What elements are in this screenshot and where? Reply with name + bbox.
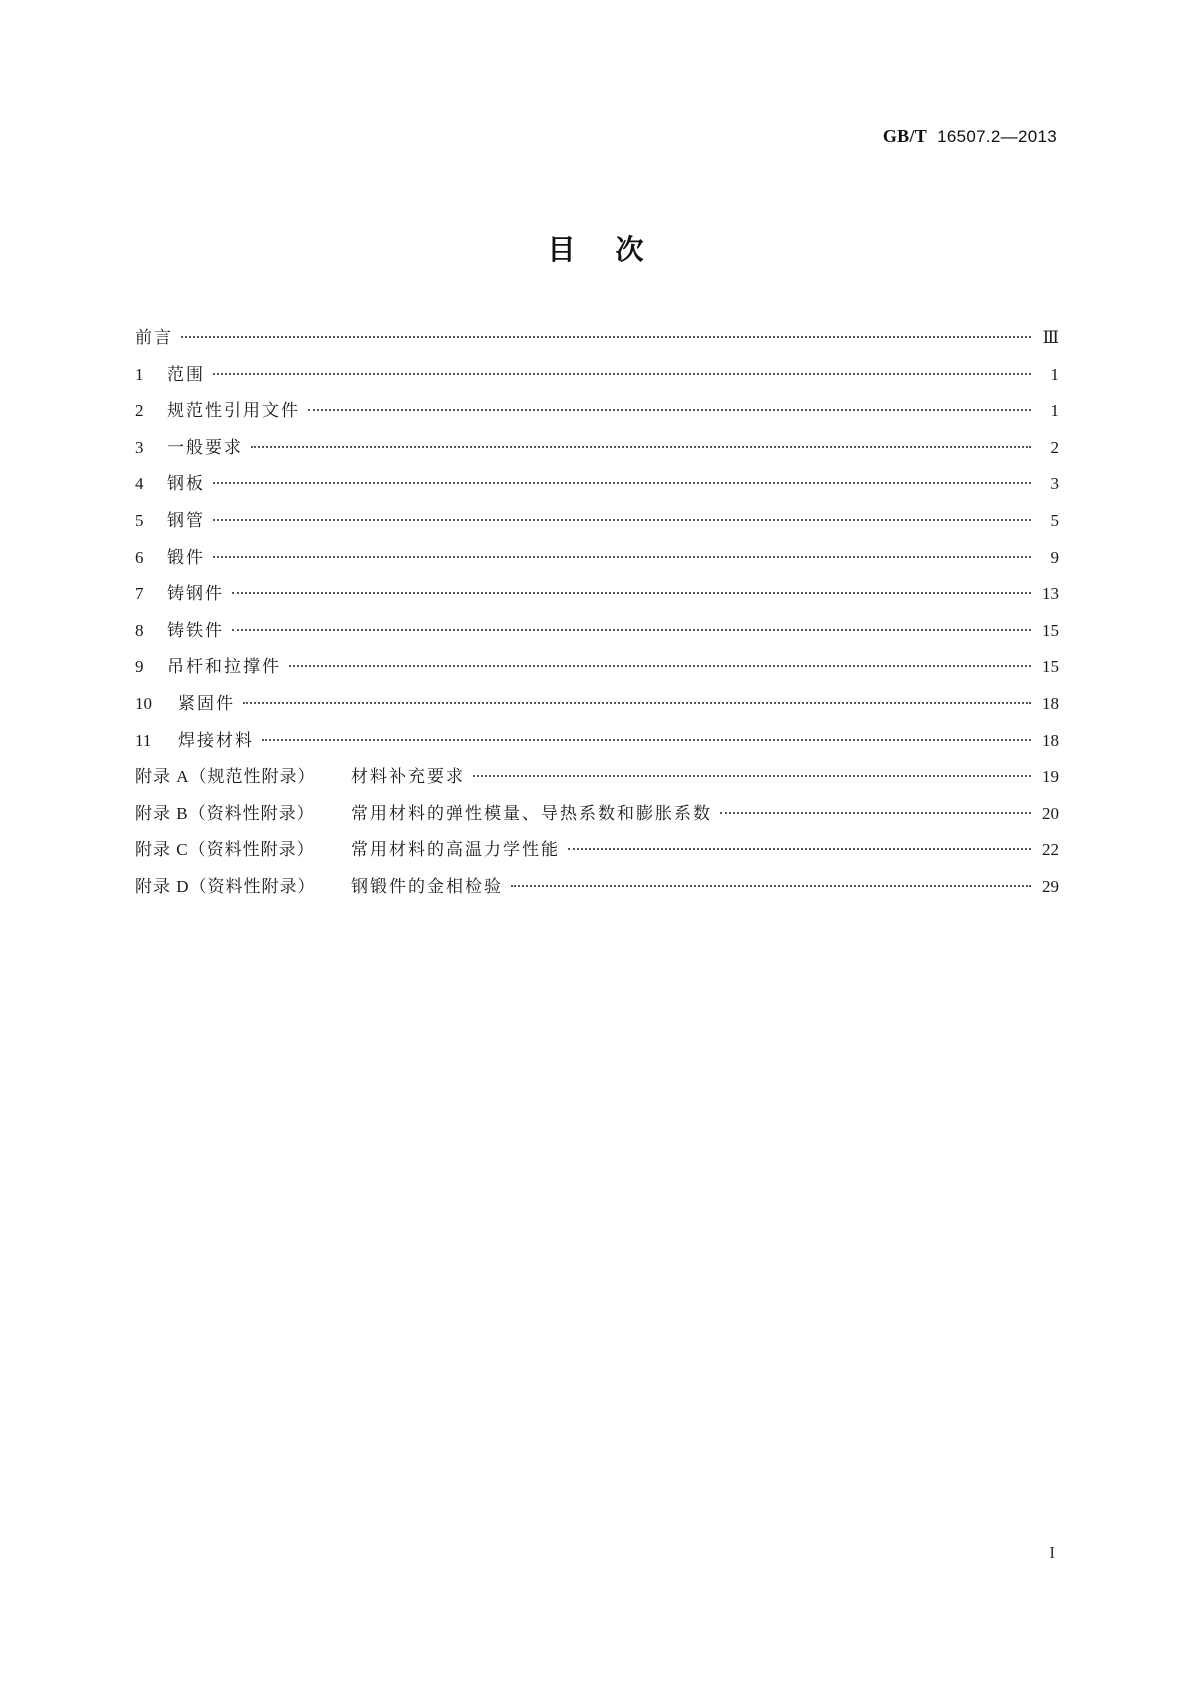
toc-dot-leader bbox=[213, 373, 1031, 375]
toc-entry-number: 附录 D（资料性附录） bbox=[135, 876, 316, 896]
toc-entry-label: 钢管 bbox=[167, 510, 205, 531]
toc-dot-leader bbox=[473, 775, 1031, 777]
toc-entry-page: 5 bbox=[1050, 510, 1059, 530]
toc-dot-leader bbox=[289, 665, 1031, 667]
toc-entry[interactable] bbox=[135, 694, 1059, 731]
toc-entry-page: 2 bbox=[1050, 437, 1059, 457]
toc-entry-label: 钢板 bbox=[167, 474, 205, 495]
toc-dot-leader bbox=[243, 702, 1031, 704]
toc-dot-leader bbox=[308, 409, 1031, 411]
toc-dot-leader bbox=[232, 592, 1031, 594]
toc-entry-page: 18 bbox=[1042, 693, 1059, 713]
page-number: I bbox=[1049, 1543, 1055, 1562]
toc-entry-label: 前言 bbox=[135, 328, 173, 348]
toc-entry-label: 锻件 bbox=[167, 547, 205, 568]
toc-entry-label: 钢锻件的金相检验 bbox=[351, 876, 503, 897]
toc-entry[interactable] bbox=[135, 511, 1059, 548]
toc-entry-page: 9 bbox=[1050, 547, 1059, 567]
toc-entry-number: 5 bbox=[135, 510, 144, 530]
toc-entry[interactable] bbox=[135, 621, 1059, 658]
toc-entry[interactable] bbox=[135, 877, 1059, 914]
toc-entry[interactable] bbox=[135, 804, 1059, 841]
toc-entry-number: 11 bbox=[135, 730, 152, 750]
toc-entry[interactable] bbox=[135, 474, 1059, 511]
toc-entry-page: 13 bbox=[1042, 584, 1059, 604]
toc-dot-leader bbox=[251, 446, 1031, 448]
toc-entry-label: 铸钢件 bbox=[167, 584, 224, 605]
toc-entry-page: 22 bbox=[1042, 840, 1059, 860]
toc-entry-page: 29 bbox=[1042, 876, 1059, 896]
toc-entry[interactable] bbox=[135, 401, 1059, 438]
standard-prefix: GB/T bbox=[882, 126, 928, 146]
toc-entry-number: 8 bbox=[135, 620, 144, 640]
toc-entry[interactable] bbox=[135, 548, 1059, 585]
toc-entry[interactable] bbox=[135, 584, 1059, 621]
toc-entry-page: 20 bbox=[1042, 803, 1059, 823]
toc-entry-number: 1 bbox=[135, 364, 144, 384]
table-of-contents bbox=[135, 328, 1059, 914]
toc-entry-label: 规范性引用文件 bbox=[167, 401, 300, 422]
toc-entry[interactable] bbox=[135, 731, 1059, 768]
toc-entry-page: 15 bbox=[1042, 620, 1059, 640]
toc-entry-page: 1 bbox=[1050, 364, 1059, 384]
toc-dot-leader bbox=[213, 482, 1031, 484]
toc-entry-number: 7 bbox=[135, 584, 144, 604]
standard-number: 16507.2—2013 bbox=[937, 127, 1057, 146]
toc-entry-label: 一般要求 bbox=[167, 437, 243, 458]
standard-code bbox=[883, 126, 1057, 147]
toc-dot-leader bbox=[720, 812, 1031, 814]
toc-entry-number: 附录 A（规范性附录） bbox=[135, 767, 316, 787]
toc-entry-label: 常用材料的高温力学性能 bbox=[351, 840, 560, 861]
toc-entry-page: 3 bbox=[1050, 474, 1059, 494]
toc-entry-number: 6 bbox=[135, 547, 144, 567]
toc-dot-leader bbox=[213, 556, 1031, 558]
toc-entry-number: 附录 B（资料性附录） bbox=[135, 803, 315, 823]
toc-entry-page: 15 bbox=[1042, 657, 1059, 677]
toc-entry-page: Ⅲ bbox=[1042, 328, 1059, 347]
toc-entry[interactable] bbox=[135, 840, 1059, 877]
toc-entry[interactable] bbox=[135, 767, 1059, 804]
toc-entry[interactable] bbox=[135, 657, 1059, 694]
toc-dot-leader bbox=[568, 848, 1031, 850]
toc-entry-number: 10 bbox=[135, 693, 152, 713]
toc-entry-label: 材料补充要求 bbox=[351, 767, 465, 788]
toc-dot-leader bbox=[262, 739, 1031, 741]
toc-entry-number: 2 bbox=[135, 401, 144, 421]
toc-entry-number: 4 bbox=[135, 474, 144, 494]
toc-entry[interactable] bbox=[135, 365, 1059, 402]
toc-entry[interactable] bbox=[135, 438, 1059, 475]
toc-entry-page: 18 bbox=[1042, 730, 1059, 750]
toc-entry-number: 附录 C（资料性附录） bbox=[135, 840, 315, 860]
page-title: 目次 bbox=[547, 233, 684, 266]
toc-entry-page: 19 bbox=[1042, 767, 1059, 787]
toc-entry[interactable] bbox=[135, 328, 1059, 365]
toc-entry-label: 常用材料的弹性模量、导热系数和膨胀系数 bbox=[351, 803, 712, 824]
toc-entry-number: 3 bbox=[135, 437, 144, 457]
toc-entry-label: 范围 bbox=[167, 364, 205, 385]
toc-entry-page: 1 bbox=[1050, 401, 1059, 421]
toc-entry-label: 焊接材料 bbox=[178, 730, 254, 751]
toc-entry-number: 9 bbox=[135, 657, 144, 677]
toc-entry-label: 吊杆和拉撑件 bbox=[167, 657, 281, 678]
toc-dot-leader bbox=[232, 629, 1031, 631]
toc-entry-label: 紧固件 bbox=[178, 693, 235, 714]
toc-dot-leader bbox=[181, 336, 1031, 338]
toc-dot-leader bbox=[213, 519, 1031, 521]
toc-dot-leader bbox=[511, 885, 1031, 887]
toc-entry-label: 铸铁件 bbox=[167, 620, 224, 641]
